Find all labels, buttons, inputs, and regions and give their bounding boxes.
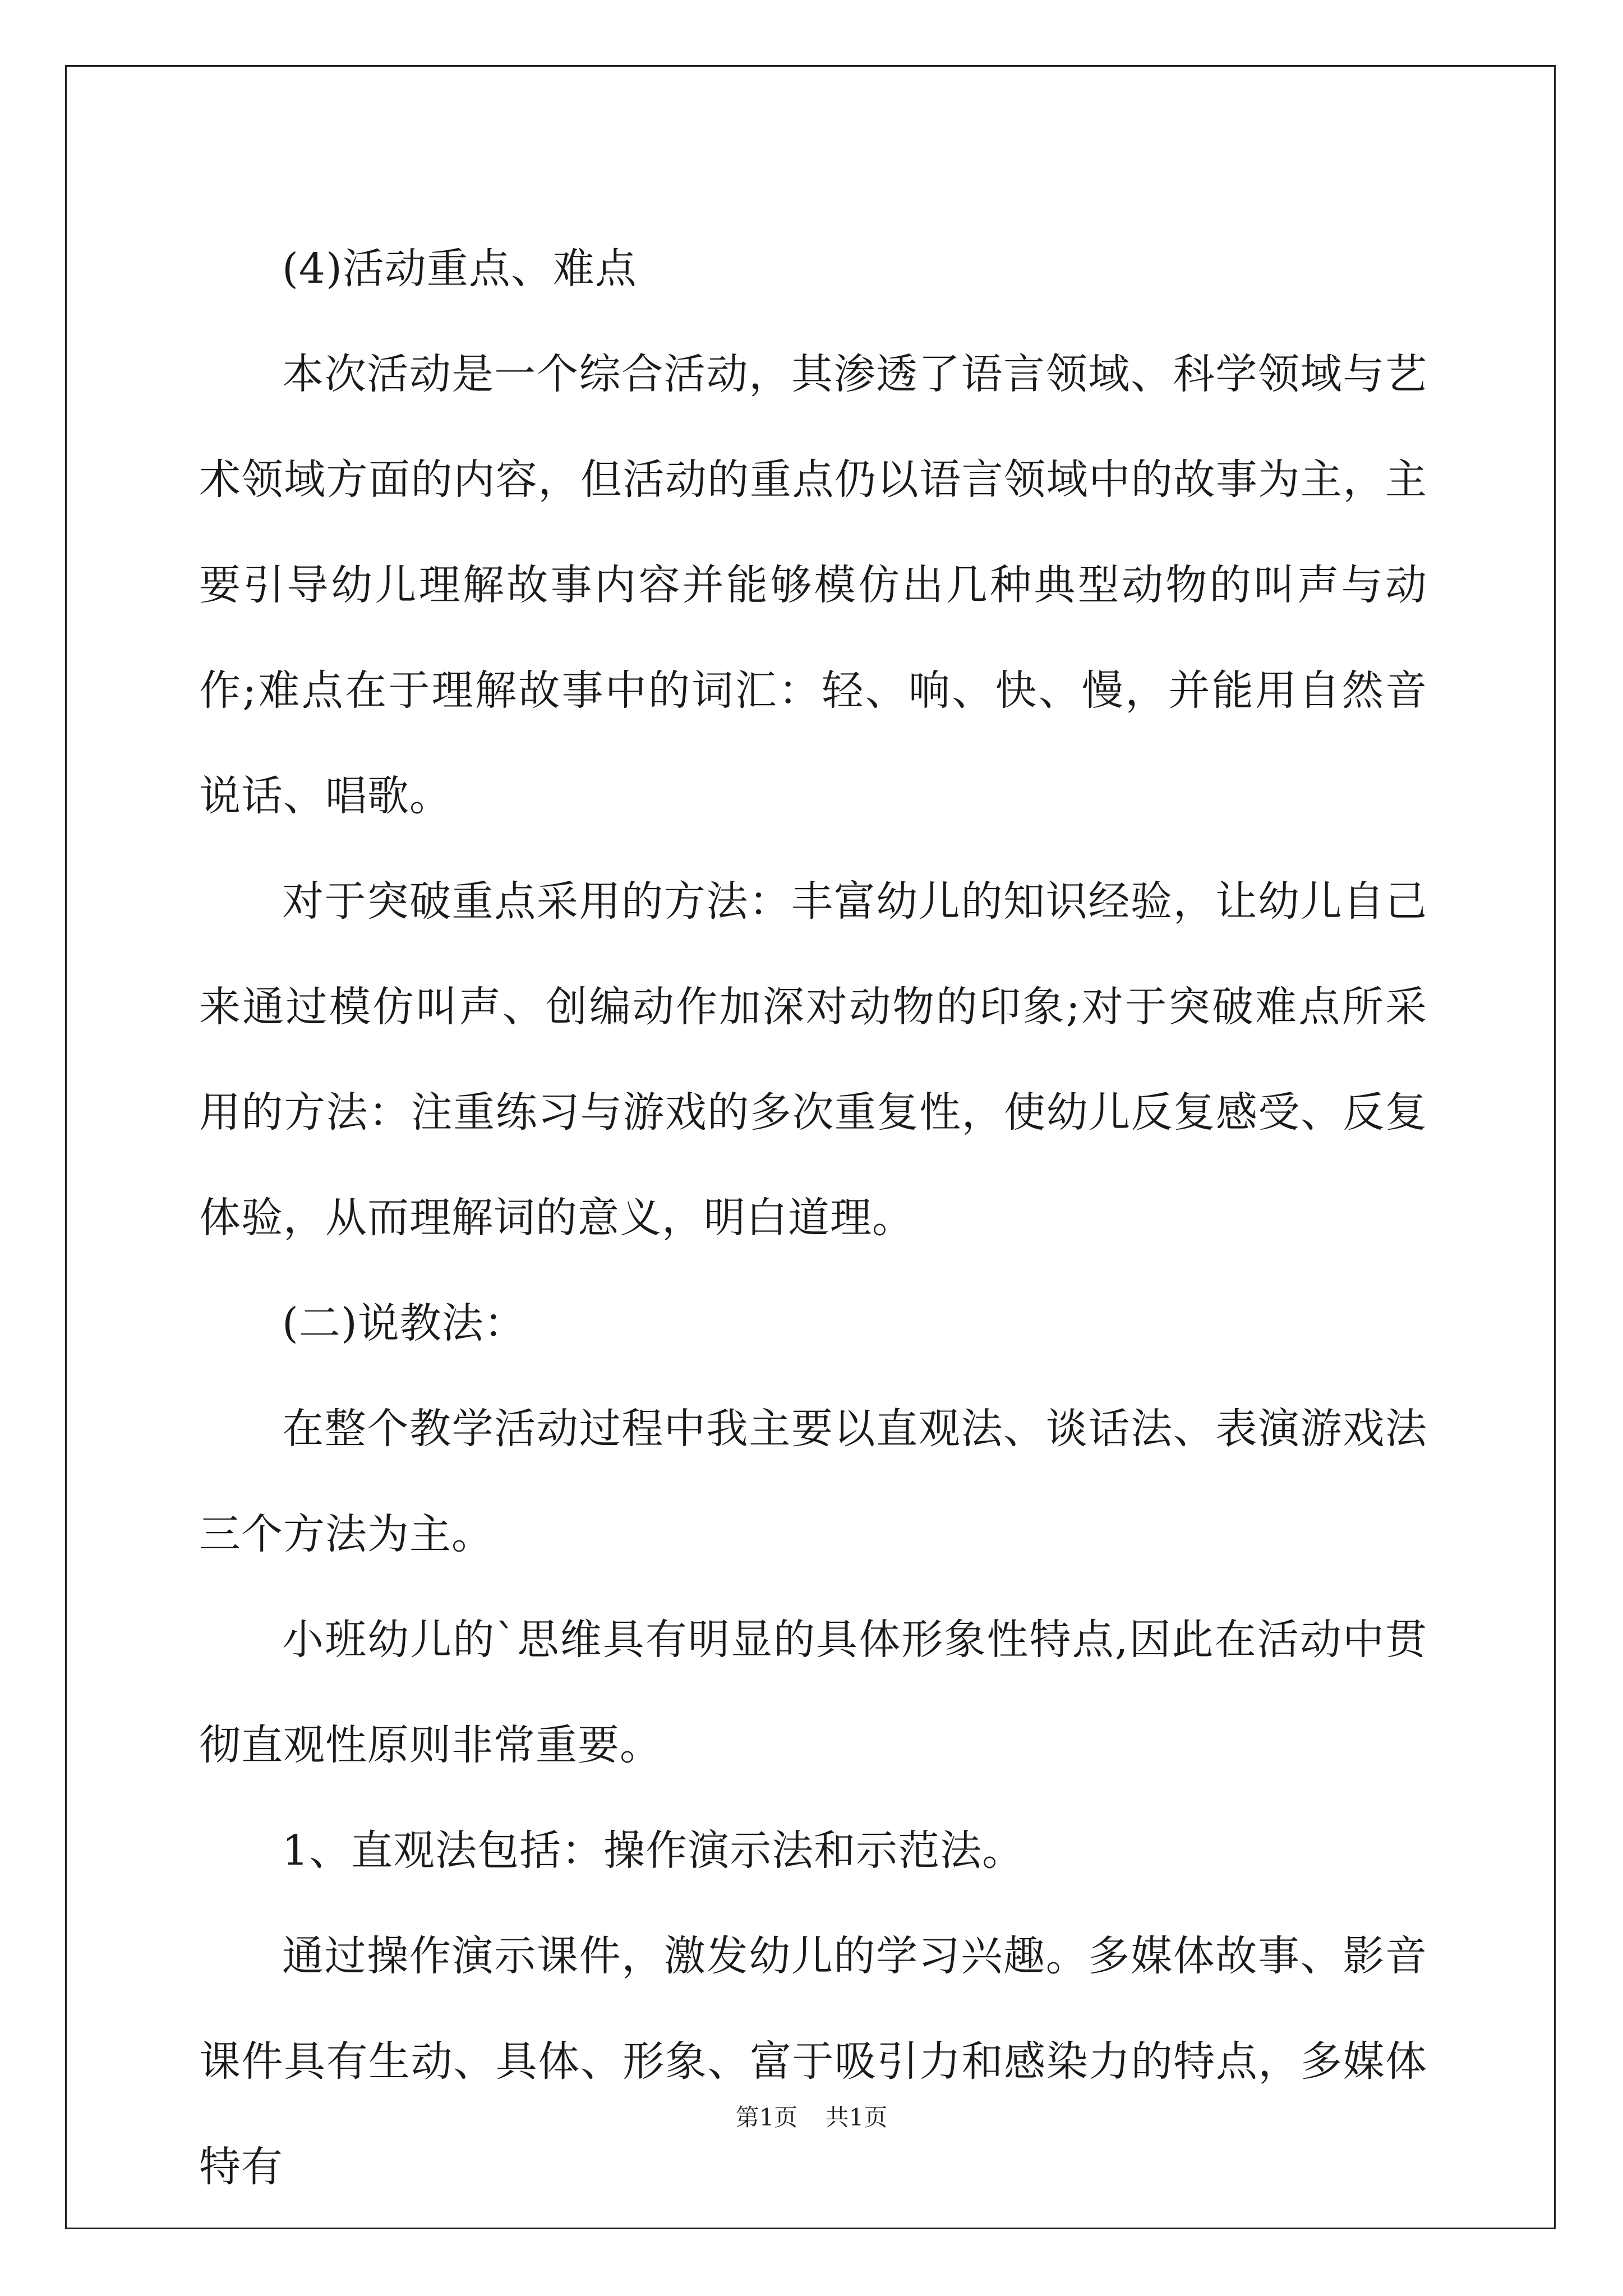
paragraph-activity-overview: 本次活动是一个综合活动，其渗透了语言领域、科学领域与艺术领域方面的内容，但活动的重点仍以语言领域中的故事为主，主要引导幼儿理解故事内容并能够模仿出几种典型动物的叫声与动作;难点在于理解故事中的词汇：轻、响、快、慢，并能用自然音说话、唱歌。 [199,350,1427,820]
paragraph-multimedia: 通过操作演示课件，激发幼儿的学习兴趣。多媒体故事、影音课件具有生动、具体、形象、富于吸引力和感染力的特点，多媒体特有 [199,1932,1427,2191]
heading-teaching-methods: (二)说教法： [282,1299,526,1347]
heading-key-points: (4)活动重点、难点 [282,245,637,293]
paragraph-main-methods: 在整个教学活动过程中我主要以直观法、谈话法、表演游戏法三个方法为主。 [199,1405,1427,1558]
page-total: 共1页 [825,2104,888,2131]
paragraph-methods: 对于突破重点采用的方法：丰富幼儿的知识经验，让幼儿自己来通过模仿叫声、创编动作加深对动物的印象;对于突破难点所采用的方法：注重练习与游戏的多次重复性，使幼儿反复感受、反复体验，从而理解词的意义，明白道理。 [199,877,1427,1242]
paragraph-thinking-traits: 小班幼儿的`思维具有明显的具体形象性特点,因此在活动中贯彻直观性原则非常重要。 [199,1616,1427,1769]
page-footer [0,2101,1623,2134]
page-number: 第1页 [735,2104,798,2131]
paragraph-intuitive-method: 1、直观法包括：操作演示法和示范法。 [282,1826,1025,1875]
document-body [199,216,1427,2220]
